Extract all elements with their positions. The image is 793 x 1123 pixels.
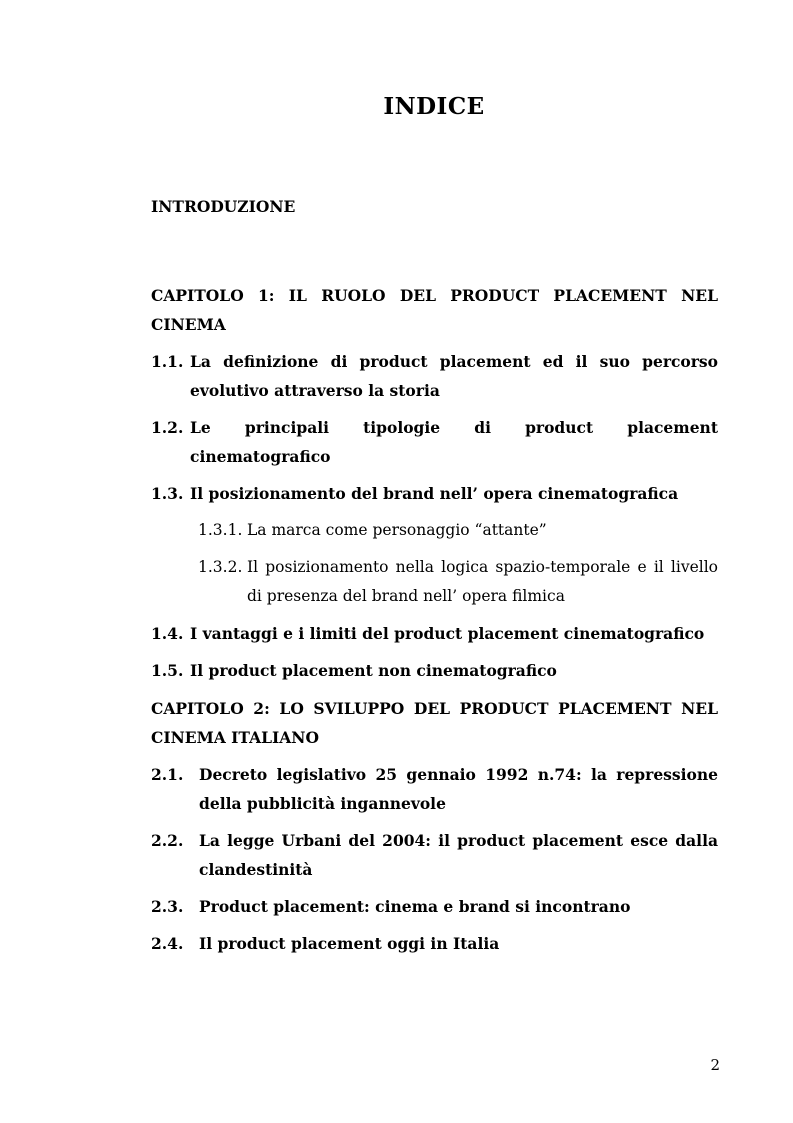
toc-entry <box>151 760 718 818</box>
entry-title: La definizione di product placement ed il suo percorso evolutivo attraverso la storia <box>190 352 718 400</box>
entry-title: Decreto legislativo 25 gennaio 1992 n.74: la repressione della pubblicità ingannevole <box>199 765 718 813</box>
entry-number: 1.5. <box>151 661 184 680</box>
entry-title: I vantaggi e i limiti del product placement cinematografico <box>190 624 705 643</box>
toc-entry <box>151 656 718 685</box>
entry-number: 2.4. <box>151 934 184 953</box>
entry-title: La legge Urbani del 2004: il product placement esce dalla clandestinità <box>199 831 718 879</box>
toc-entry <box>151 826 718 884</box>
toc-chapter-2 <box>151 694 718 958</box>
toc-entry <box>151 413 718 471</box>
chapter-heading: CAPITOLO 1: IL RUOLO DEL PRODUCT PLACEMENT NEL CINEMA <box>151 286 718 334</box>
toc-entry <box>151 479 718 508</box>
subentry-number: 1.3.2. <box>198 558 243 576</box>
toc-subentry <box>151 553 718 611</box>
page-number: 2 <box>710 1056 720 1074</box>
entry-title: Il posizionamento del brand nell’ opera cinematografica <box>190 484 679 503</box>
subentry-title: Il posizionamento nella logica spazio-temporale e il livello di presenza del brand nell’ opera filmica <box>247 558 718 605</box>
entry-title: Product placement: cinema e brand si incontrano <box>199 897 631 916</box>
toc-introduction: INTRODUZIONE <box>151 197 296 216</box>
entry-number: 2.1. <box>151 765 184 784</box>
toc-subentry <box>151 516 718 545</box>
subentry-number: 1.3.1. <box>198 521 243 539</box>
toc-chapter-1 <box>151 281 718 685</box>
toc-entry <box>151 892 718 921</box>
entry-number: 1.3. <box>151 484 184 503</box>
page-title: INDICE <box>383 93 485 120</box>
entry-number: 1.4. <box>151 624 184 643</box>
entry-number: 1.2. <box>151 418 184 437</box>
entry-title: Il product placement non cinematografico <box>190 661 557 680</box>
entry-title: Le principali tipologie di product placement cinematografico <box>190 418 718 466</box>
entry-number: 1.1. <box>151 352 184 371</box>
toc-entry <box>151 347 718 405</box>
toc-entry <box>151 929 718 958</box>
toc-entry <box>151 619 718 648</box>
entry-number: 2.3. <box>151 897 184 916</box>
chapter-heading: CAPITOLO 2: LO SVILUPPO DEL PRODUCT PLACEMENT NEL CINEMA ITALIANO <box>151 699 718 747</box>
entry-number: 2.2. <box>151 831 184 850</box>
subentry-title: La marca come personaggio “attante” <box>247 521 547 539</box>
entry-title: Il product placement oggi in Italia <box>199 934 500 953</box>
